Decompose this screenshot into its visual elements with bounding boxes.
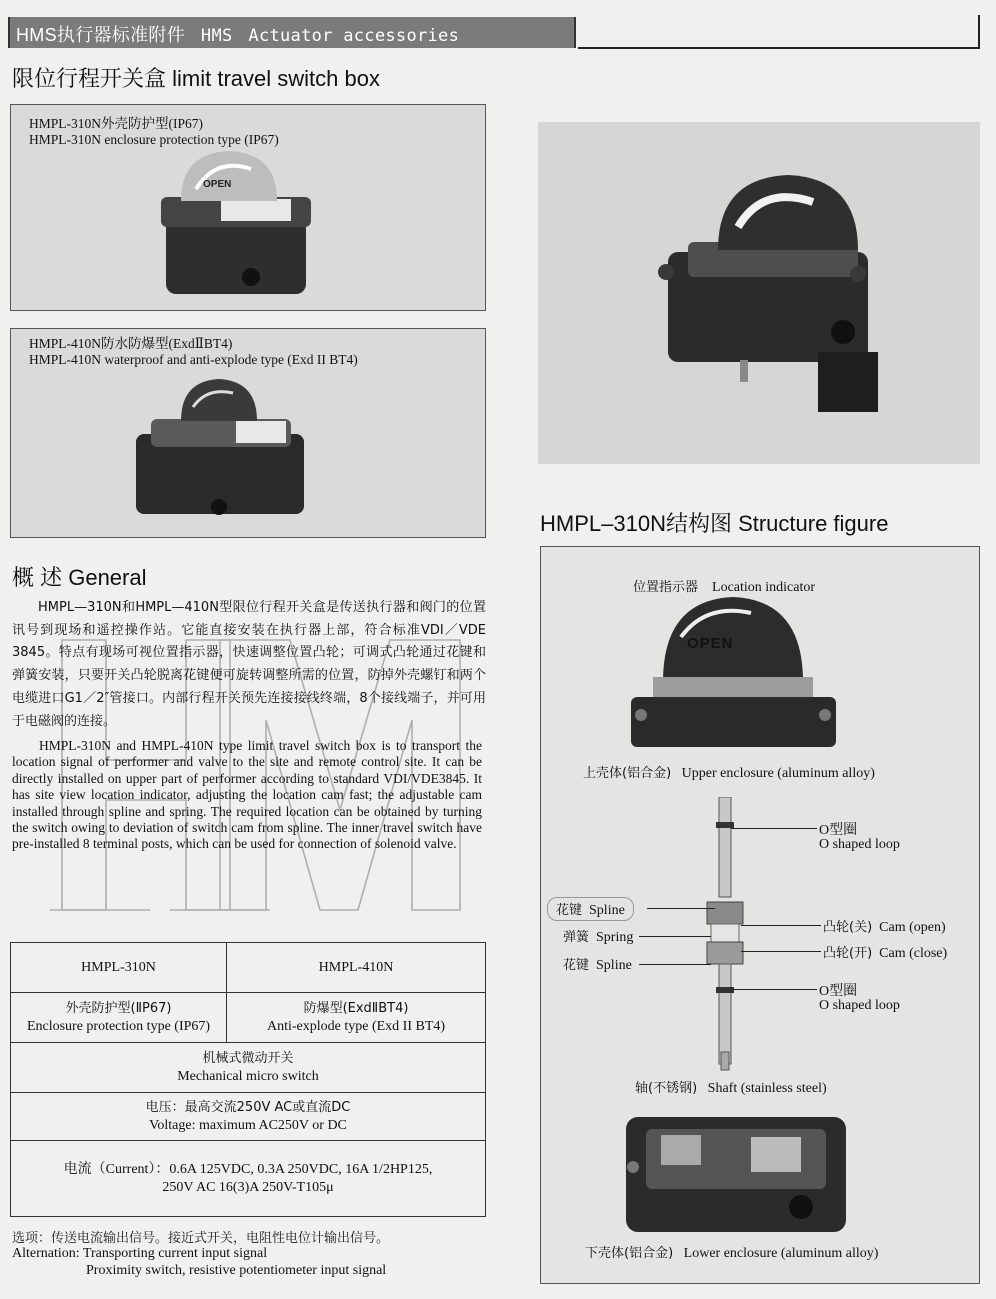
spec-current-cell <box>11 1141 486 1217</box>
spec-table-type-row <box>11 993 486 1043</box>
options-zh: 选项：传送电流输出信号。接近式开关，电阻性电位计输出信号。 <box>12 1231 390 1246</box>
label-o-loop-top-zh: O型圈 <box>819 823 858 838</box>
product-310-image <box>151 149 321 309</box>
label-cam-close <box>823 942 947 962</box>
product-310-dome-label: OPEN <box>203 179 232 190</box>
options-en-line2: Proximity switch, resistive potentiometer input signal <box>86 1263 387 1278</box>
spec-voltage-zh: 电压：最高交流250V AC或直流DC <box>145 1099 351 1115</box>
spec-col2-type-zh: 防爆型(ExdⅡBT4) <box>303 1000 409 1016</box>
header-tick <box>978 15 980 49</box>
section-title-switch-box: 限位行程开关盒 limit travel switch box <box>12 66 380 91</box>
leader-spline-top <box>647 908 715 909</box>
product-410-caption-zh: HMPL-410N防水防爆型(ExdⅡBT4) <box>29 336 233 351</box>
cam-open-en: Cam (open) <box>879 920 946 935</box>
spec-col1-header: HMPL-310N <box>11 943 227 993</box>
spec-col1-type <box>11 993 227 1043</box>
cam-close-en: Cam (close) <box>879 946 948 961</box>
shaft-en: Shaft (stainless steel) <box>707 1081 827 1096</box>
general-paragraph-zh: HMPL—310N和HMPL—410N型限位行程开关盒是传送执行器和阀门的位置讯号到现场和遥控操作站。它能直接安装在执行器上部，符合标准VDI／VDE 3845。特点有现场可视位置指示器，快速调整位置凸轮；可调式凸轮通过花键和弹簧安装，只要开关凸轮脱离花键便可旋转调整所需的位置，防掉外壳螺钉和两个电缆进口G1／2″管接口。内部行程开关预先连接接线终端，8个接线端子，并可用于电磁阀的连接。 <box>12 600 486 729</box>
spec-voltage-en: Voltage: maximum AC250V or DC <box>149 1117 347 1133</box>
label-o-loop-bottom-zh: O型圈 <box>819 984 858 999</box>
upper-enclosure-en: Upper enclosure (aluminum alloy) <box>681 766 875 781</box>
spec-table <box>10 942 486 1217</box>
product-large-photo <box>538 122 980 464</box>
spec-col2-header: HMPL-410N <box>227 943 486 993</box>
spec-col1-type-en: Enclosure protection type (IP67) <box>26 1018 211 1034</box>
lower-enclosure-zh: 下壳体(铝合金) <box>585 1246 674 1261</box>
lower-enclosure-en: Lower enclosure (aluminum alloy) <box>683 1246 879 1261</box>
leader-spline-bottom <box>639 964 711 965</box>
cam-open-zh: 凸轮(关) <box>823 920 873 935</box>
label-spline-top <box>547 897 634 921</box>
product-410-caption-en: HMPL-410N waterproof and anti-explode type (Exd II BT4) <box>29 352 358 367</box>
header-title-brand: HMS <box>200 26 233 46</box>
structure-dome-label: OPEN <box>687 635 734 652</box>
upper-enclosure-image <box>623 597 843 752</box>
spline-bottom-zh: 花键 <box>563 958 590 973</box>
spec-current-line1: 电流（Current）：0.6A 125VDC, 0.3A 250VDC, 16A 1/2HP125, <box>63 1161 433 1177</box>
spec-switch-zh: 机械式微动开关 <box>202 1050 294 1066</box>
product-410-panel <box>10 328 486 538</box>
cam-close-zh: 凸轮(开) <box>823 946 873 961</box>
spec-table-header-row <box>11 943 486 993</box>
leader-cam-close <box>741 951 821 952</box>
leader-o-loop-bottom <box>731 989 817 990</box>
structure-figure-panel <box>540 546 980 1284</box>
product-410-image <box>131 379 311 529</box>
header-title-en: Actuator accessories <box>248 26 460 46</box>
lower-enclosure-image <box>621 1107 851 1237</box>
product-310-caption-en: HMPL-310N enclosure protection type (IP67) <box>29 132 279 147</box>
header-rule <box>578 47 980 49</box>
location-indicator-en: Location indicator <box>712 580 816 595</box>
general-paragraph-en: HMPL-310N and HMPL-410N type limit travel switch box is to transport the location signal of performer and valve to the site and remote control site. It can be directly installed on upper part of performer according to standard VDI/VDE3845. It has site view location indicator, adjusting the location cam fast; the adjustable cam installed through spline and spring. The required location can be obtained by turning the switch owing to deviation of switch cam from spline. The inner travel switch have pre-installed 8 terminal posts, which can be used for connection of solenoid valve. <box>12 738 482 852</box>
spec-col2-type <box>227 993 486 1043</box>
product-large-image <box>648 172 918 422</box>
label-spring <box>563 926 633 946</box>
label-lower-enclosure <box>585 1242 878 1262</box>
upper-enclosure-zh: 上壳体(铝合金) <box>583 766 672 781</box>
header-title-zh: HMS执行器标准附件 <box>16 25 185 45</box>
spline-top-zh: 花键 <box>556 903 583 918</box>
spring-en: Spring <box>596 930 634 945</box>
spec-voltage-cell <box>11 1093 486 1141</box>
spline-bottom-en: Spline <box>596 958 632 973</box>
header-title <box>16 21 459 47</box>
label-location-indicator <box>633 576 815 596</box>
label-spline-bottom <box>563 954 632 974</box>
spec-switch-cell <box>11 1043 486 1093</box>
spec-switch-en: Mechanical micro switch <box>177 1068 319 1084</box>
spec-current-line2: 250V AC 16(3)A 250V-T105μ <box>162 1179 334 1195</box>
options-en-line1: Alternation: Transporting current input signal <box>12 1246 268 1261</box>
spec-col2-type-en: Anti-explode type (Exd II BT4) <box>266 1018 446 1034</box>
product-310-panel <box>10 104 486 311</box>
location-indicator-zh: 位置指示器 <box>633 580 699 595</box>
spec-table-switch-row <box>11 1043 486 1093</box>
label-upper-enclosure <box>583 762 875 782</box>
spline-top-en: Spline <box>589 903 625 918</box>
label-o-loop-top-en: O shaped loop <box>819 837 900 852</box>
structure-figure-title: HMPL–310N结构图 Structure figure <box>540 511 889 536</box>
general-title: 概 述 General <box>12 565 147 590</box>
label-cam-open <box>823 916 946 936</box>
product-310-caption-zh: HMPL-310N外壳防护型(IP67) <box>29 116 203 131</box>
leader-cam-open <box>741 925 821 926</box>
label-shaft <box>635 1077 827 1097</box>
shaft-zh: 轴(不锈钢) <box>635 1081 698 1096</box>
spec-col1-type-zh: 外壳防护型(ⅡP67) <box>65 1000 172 1016</box>
spring-zh: 弹簧 <box>563 930 590 945</box>
spec-table-voltage-row <box>11 1093 486 1141</box>
spec-table-current-row <box>11 1141 486 1217</box>
leader-spring <box>639 936 711 937</box>
label-o-loop-bottom-en: O shaped loop <box>819 998 900 1013</box>
leader-o-loop-top <box>731 828 817 829</box>
shaft-assembly-image <box>701 797 751 1072</box>
